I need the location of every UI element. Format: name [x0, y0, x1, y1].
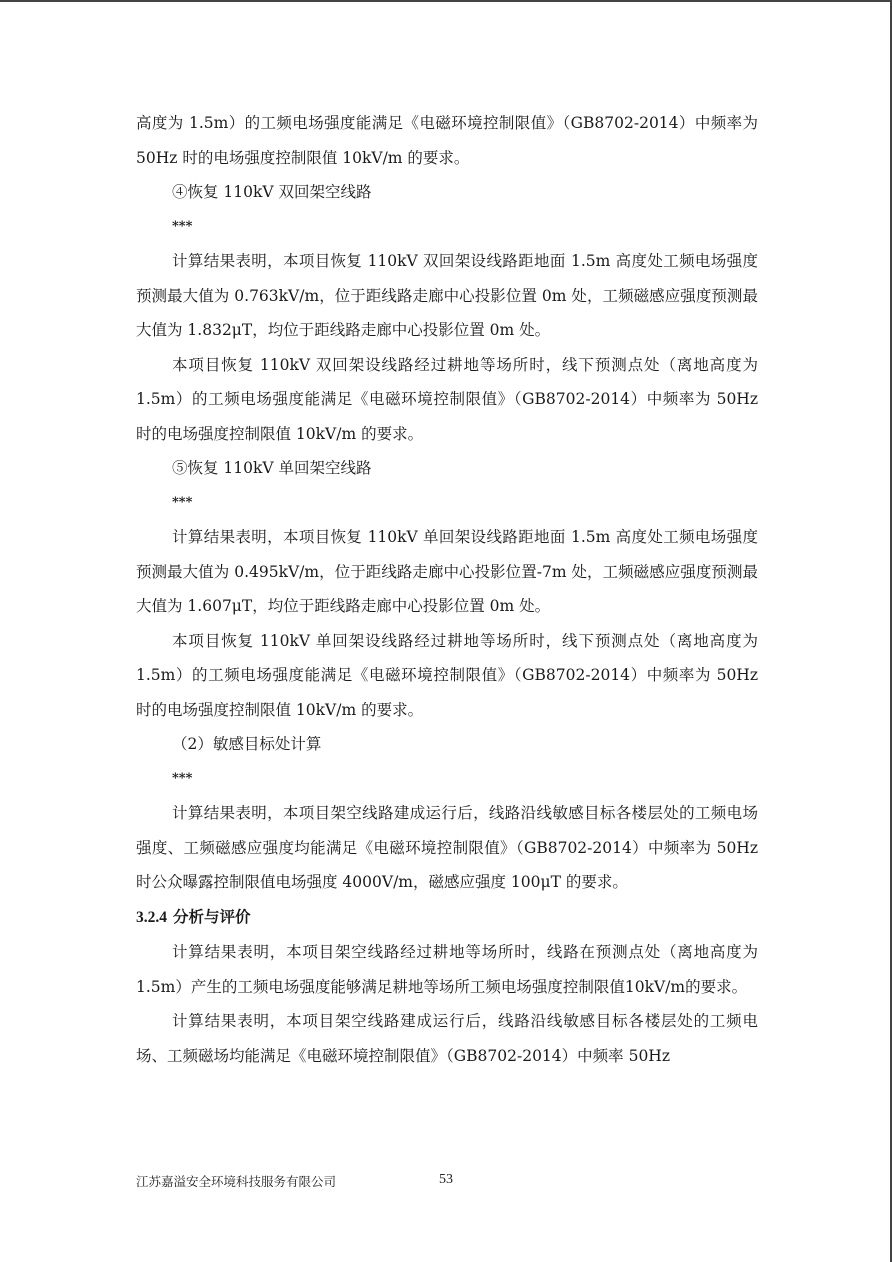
paragraph-double-circuit-result: 计算结果表明，本项目恢复 110kV 双回架设线路距地面 1.5m 高度处工频电场强度预测最大值为 0.763kV/m，位于距线路走廊中心投影位置 0m 处，工频磁感应强度预测最大值为 1.832μT，均位于距线路走廊中心投影位置 0m 处。 [136, 252, 758, 339]
paragraph-analysis-farmland: 计算结果表明，本项目架空线路经过耕地等场所时，线路在预测点处（离地高度为1.5m）产生的工频电场强度能够满足耕地等场所工频电场强度控制限值10kV/m的要求。 [136, 943, 758, 996]
paragraph-double-circuit-farmland: 本项目恢复 110kV 双回架设线路经过耕地等场所时，线下预测点处（离地高度为 1.5m）的工频电场强度能满足《电磁环境控制限值》（GB8702-2014）中频率为 50Hz 时的电场强度控制限值 10kV/m 的要求。 [136, 355, 758, 443]
page-number: 53 [439, 1172, 453, 1187]
paragraph-sensitive-targets-result: 计算结果表明，本项目架空线路建成运行后，线路沿线敏感目标各楼层处的工频电场强度、工频磁感应强度均能满足《电磁环境控制限值》（GB8702-2014）中频率为 50Hz 时公众曝露控制限值电场强度 4000V/m，磁感应强度 100μT 的要求。 [136, 804, 758, 891]
paragraph-continuation: 高度为 1.5m）的工频电场强度能满足《电磁环境控制限值》（GB8702-2014）中频率为 50Hz 时的电场强度控制限值 10kV/m 的要求。 [136, 114, 758, 167]
omitted-figure-marker: *** [172, 494, 193, 510]
page-footer [136, 1172, 758, 1192]
paragraph-single-circuit-result: 计算结果表明，本项目恢复 110kV 单回架设线路距地面 1.5m 高度处工频电场强度预测最大值为 0.495kV/m，位于距线路走廊中心投影位置-7m 处，工频磁感应强度预测最大值为 1.607μT，均位于距线路走廊中心投影位置 0m 处。 [136, 528, 758, 615]
page-body [136, 106, 758, 1073]
subheading-sensitive-targets: （2）敏感目标处计算 [172, 735, 322, 753]
subheading-double-circuit: ④恢复 110kV 双回架空线路 [172, 183, 372, 201]
subheading-single-circuit: ⑤恢复 110kV 单回架空线路 [172, 459, 372, 477]
paragraph-single-circuit-farmland: 本项目恢复 110kV 单回架设线路经过耕地等场所时，线下预测点处（离地高度为 1.5m）的工频电场强度能满足《电磁环境控制限值》（GB8702-2014）中频率为 50Hz 时的电场强度控制限值 10kV/m 的要求。 [136, 631, 758, 719]
paragraph-analysis-sensitive: 计算结果表明，本项目架空线路建成运行后，线路沿线敏感目标各楼层处的工频电场、工频磁场均能满足《电磁环境控制限值》（GB8702-2014）中频率 50Hz [136, 1012, 758, 1065]
section-title: 分析与评价 [173, 907, 251, 926]
footer-company-name: 江苏嘉溢安全环境科技服务有限公司 [136, 1174, 337, 1189]
section-number: 3.2.4 [136, 908, 167, 926]
omitted-figure-marker: *** [172, 218, 193, 234]
omitted-figure-marker: *** [172, 770, 193, 786]
section-heading [136, 900, 758, 936]
